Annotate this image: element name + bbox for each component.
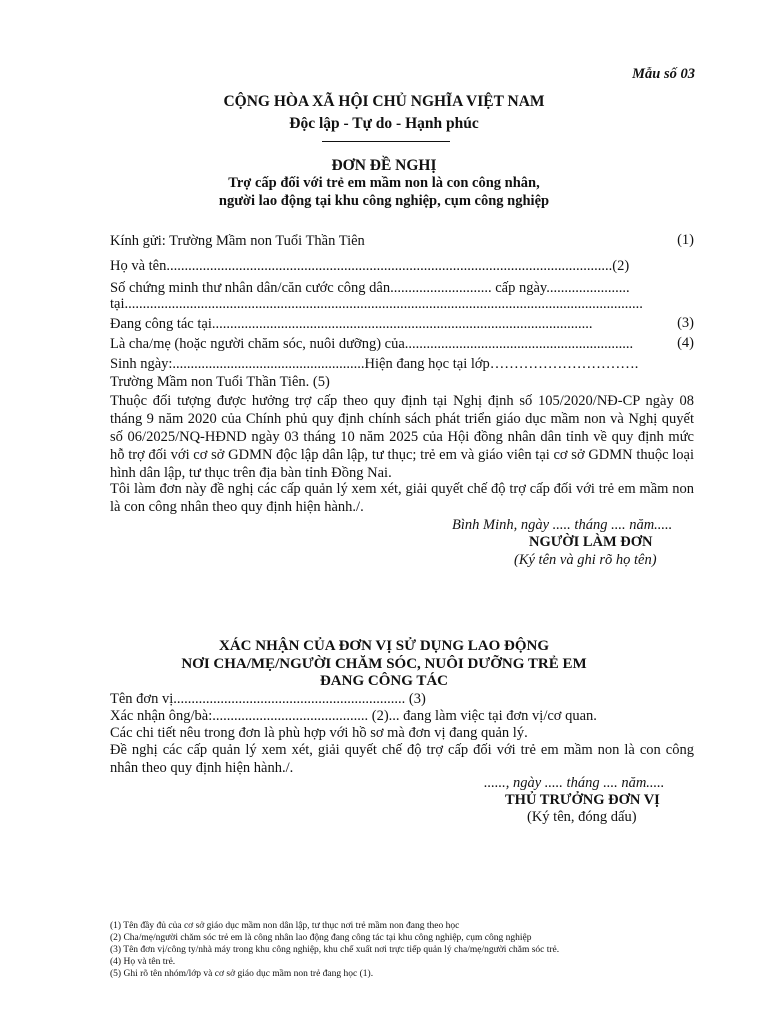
basis-paragraph: Thuộc đối tượng được hưởng trợ cấp theo quy định tại Nghị định số 105/2020/NĐ-CP ngày 08 tháng 9 năm 2020 của Chính phủ quy định chính sách phát triển giáo dục mầm non và Nghị quyết số 06/2025/NQ-HĐND ngày 03 tháng 10 năm 2025 của Hội đồng nhân dân tỉnh về quy định mức hỗ trợ đối với cơ sở GDMN độc lập dân lập, tư thục; trẻ em và giáo viên tại cơ sở GDMN thuộc loại hình dân lập, tư thục trên địa bàn tỉnh Đồng Nai. — [110, 393, 694, 481]
birth-class-field: Sinh ngày:.....................................................Hiện đang học tại lớp…………………………. — [110, 356, 639, 372]
confirm-person-field: Xác nhận ông/bà:........................................... (2)... đang làm việc tại đơn vị/cơ quan. — [110, 708, 597, 724]
footnote-1: (1) Tên đầy đủ của cơ sở giáo dục mầm non dân lập, tư thục nơi trẻ mầm non đang theo học — [110, 921, 460, 931]
footnote-2: (2) Cha/mẹ/người chăm sóc trẻ em là công nhân lao động đang công tác tại khu công nghiệp, cụm công nghiệp — [110, 933, 532, 943]
confirmation-title-1: XÁC NHẬN CỦA ĐƠN VỊ SỬ DỤNG LAO ĐỘNG — [218, 638, 549, 654]
footnote-4: (4) Họ và tên trẻ. — [110, 957, 176, 967]
parent-field: Là cha/mẹ (hoặc người chăm sóc, nuôi dưỡng) của............................................................... — [110, 336, 634, 352]
applicant-signature-note: (Ký tên và ghi rõ họ tên) — [514, 552, 657, 568]
footnote-3: (3) Tên đơn vị/công ty/nhà máy trong khu công nghiệp, khu chế xuất nơi trực tiếp quản lý cha/mẹ/người chăm sóc trẻ. — [110, 945, 560, 955]
unit-name-field: Tên đơn vị................................................................ (3) — [110, 691, 426, 707]
national-motto: Độc lập - Tự do - Hạnh phúc — [289, 115, 479, 132]
confirm-details-line: Các chi tiết nêu trong đơn là phù hợp với hồ sơ mà đơn vị đang quản lý. — [110, 725, 528, 741]
addressee-line: Kính gửi: Trường Mầm non Tuổi Thần Tiên — [110, 233, 365, 249]
document-subtitle-1: Trợ cấp đối với trẻ em mầm non là con công nhân, — [228, 175, 540, 191]
parent-ref: (4) — [677, 335, 694, 351]
national-title: CỘNG HÒA XÃ HỘI CHỦ NGHĨA VIỆT NAM — [223, 93, 545, 110]
document-title: ĐƠN ĐỀ NGHỊ — [331, 157, 437, 174]
confirmation-title-3: ĐANG CÔNG TÁC — [319, 673, 449, 689]
employer-signature-title: THỦ TRƯỞNG ĐƠN VỊ — [505, 792, 660, 808]
employer-place-date: ......, ngày ..... tháng .... năm..... — [484, 775, 665, 791]
applicant-place-date: Bình Minh, ngày ..... tháng .... năm..... — [452, 517, 673, 533]
full-name-field: Họ và tên...........................................................................................................................(2) — [110, 258, 630, 274]
request-paragraph: Tôi làm đơn này đề nghị các cấp quản lý xem xét, giải quyết chế độ trợ cấp đối với trẻ em mầm non là con công nhân theo quy định hiện hành./. — [110, 481, 694, 515]
form-number: Mẫu số 03 — [632, 66, 695, 82]
workplace-ref: (3) — [677, 315, 694, 331]
employer-signature-note: (Ký tên, đóng dấu) — [527, 809, 637, 825]
id-place-field: tại............................................................................................................................................... — [110, 296, 643, 312]
id-number-field: Số chứng minh thư nhân dân/căn cước công dân............................ cấp ngày....................... — [110, 280, 630, 296]
workplace-field: Đang công tác tại......................................................................................................... — [110, 316, 593, 332]
addressee-ref: (1) — [677, 232, 694, 248]
footnote-5: (5) Ghi rõ tên nhóm/lớp và cơ sở giáo dục mầm non trẻ đang học (1). — [110, 969, 374, 979]
applicant-signature-title: NGƯỜI LÀM ĐƠN — [529, 534, 653, 550]
confirmation-title-2: NƠI CHA/MẸ/NGƯỜI CHĂM SÓC, NUÔI DƯỠNG TRẺ EM — [181, 656, 587, 672]
document-subtitle-2: người lao động tại khu công nghiệp, cụm công nghiệp — [218, 193, 550, 209]
confirmation-request-paragraph: Đề nghị các cấp quản lý xem xét, giải quyết chế độ trợ cấp đối với trẻ em mầm non là con công nhân theo quy định hiện hành./. — [110, 742, 694, 776]
header-divider — [322, 141, 450, 142]
school-line: Trường Mầm non Tuổi Thần Tiên. (5) — [110, 374, 330, 390]
